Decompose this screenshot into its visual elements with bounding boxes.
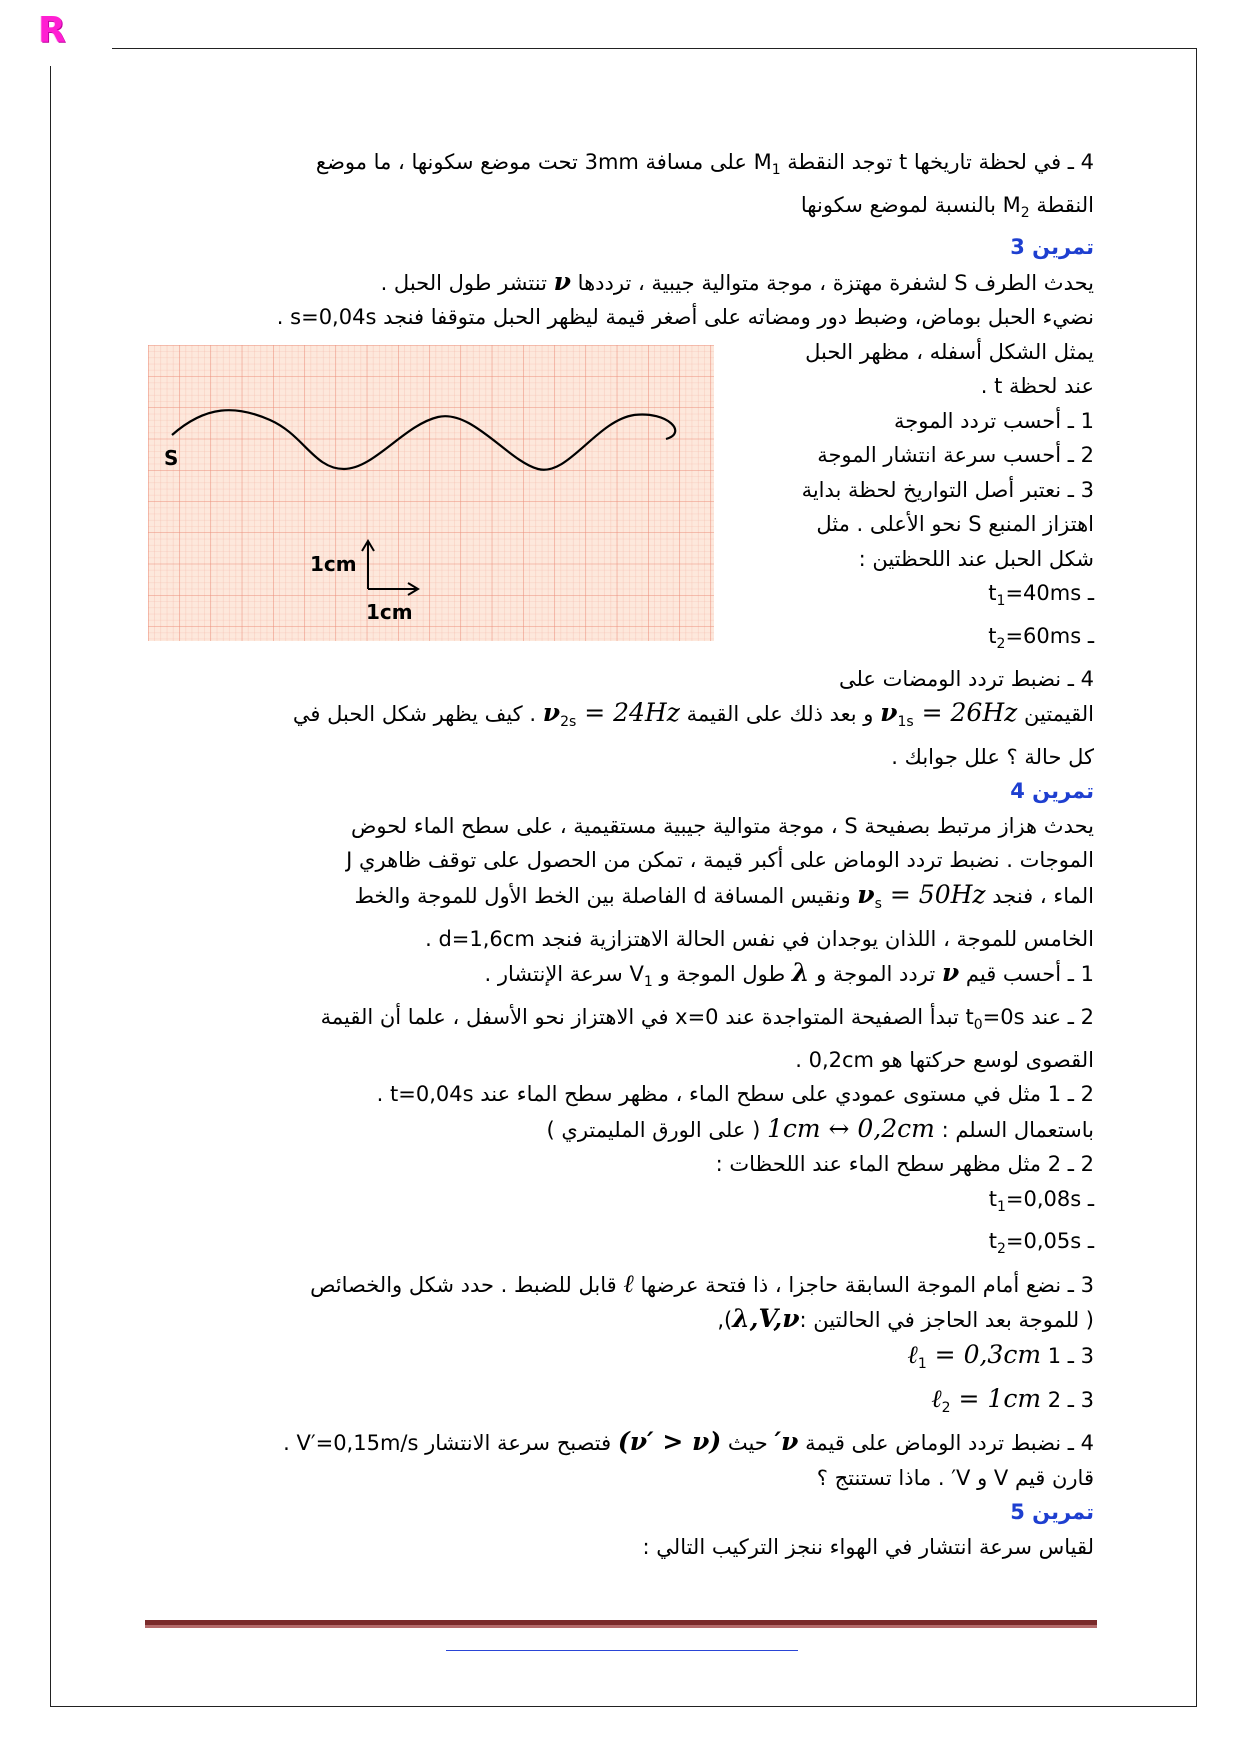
text-line: عند لحظة t .	[980, 374, 1094, 399]
text-line: كل حالة ؟ علل جوابك .	[891, 744, 1094, 769]
text-line: النقطة $M_2$ بالنسبة لموضع سكونها	[800, 192, 1094, 221]
bottom-border	[50, 1706, 1197, 1707]
source-label: S	[164, 446, 179, 470]
text-line: يمثل الشكل أسفله ، مظهر الحبل	[805, 339, 1094, 364]
time-t1: $t_1=0,08s$ ـ	[988, 1186, 1094, 1215]
exercise-3-heading: تمرين 3	[1010, 235, 1094, 260]
question-2: 2 ـ أحسب سرعة انتشار الموجة	[817, 443, 1094, 468]
graph-paper	[148, 345, 714, 641]
left-border	[50, 66, 51, 1706]
logo: R	[38, 10, 66, 51]
text-line: ( للموجة بعد الحاجز في الحالتين :λ,V,ν),	[717, 1304, 1094, 1334]
text-line: الموجات . نضبط تردد الوماض على أكبر قيمة ، تمكن من الحصول على توقف ظاهري J	[346, 848, 1094, 873]
question-3: 3 ـ نعتبر أصل التواريخ لحظة بداية	[801, 477, 1094, 502]
vertical-scale-label: 1cm	[310, 552, 357, 576]
footer-link-underline	[446, 1650, 798, 1651]
text-line: اهتزاز المنبع S نحو الأعلى . مثل	[816, 512, 1094, 537]
text-line: 4 ـ في لحظة تاريخها t توجد النقطة $M_1$ على مسافة 3mm تحت موضع سكونها ، ما موضع	[315, 150, 1094, 179]
text-line: باستعمال السلم : 1cm ↔ 0,2cm ( على الورق المليمتري )	[546, 1113, 1094, 1143]
case-3-1: 3 ـ 1 ℓ$_1$ = 0,3cm	[907, 1339, 1094, 1373]
text-line: يحدث الطرف S لشفرة مهتزة ، موجة متوالية جيبية ، ترددها ν تنتشر طول الحبل .	[380, 266, 1094, 296]
right-border	[1196, 48, 1197, 1706]
exercise-5-heading: تمرين 5	[1010, 1500, 1094, 1525]
text-line: الماء ، فنجد $\nu_s = 50Hz$ ونقيس المسافة d الفاصلة بين الخط الأول للموجة والخط	[354, 879, 1094, 913]
grid	[148, 345, 714, 641]
question-4: 4 ـ نضبط تردد الومضات على	[838, 666, 1094, 691]
text-line: 3 ـ نضع أمام الموجة السابقة حاجزا ، ذا فتحة عرضها ℓ قابل للضبط . حدد شكل والخصائص	[310, 1268, 1094, 1298]
text-line: شكل الحبل عند اللحظتين :	[858, 546, 1094, 571]
text-line: لقياس سرعة انتشار في الهواء ننجز التركيب التالي :	[642, 1534, 1094, 1559]
footer-divider	[145, 1620, 1097, 1625]
time-t1: $t_1=40ms$ ـ	[988, 581, 1094, 610]
text-line: 2 ـ 2 مثل مظهر سطح الماء عند اللحظات :	[715, 1152, 1094, 1176]
time-t2: $t_2=0,05s$ ـ	[988, 1229, 1094, 1258]
horizontal-scale-label: 1cm	[366, 600, 413, 624]
text-line: يحدث هزاز مرتبط بصفيحة S ، موجة متوالية جيبية مستقيمية ، على سطح الماء لحوض	[350, 813, 1094, 838]
text-line: القصوى لوسع حركتها هو 0,2cm .	[795, 1047, 1094, 1072]
time-t2: $t_2=60ms$ ـ	[988, 624, 1094, 653]
text-line: القيمتين $\nu_{1s} = 26Hz$ و بعد ذلك على القيمة $\nu_{2s} = 24Hz$ . كيف يظهر شكل الحبل في	[292, 698, 1094, 731]
text-line: 2 ـ 1 مثل في مستوى عمودي على سطح الماء ، مظهر سطح الماء عند t=0,04s .	[376, 1082, 1094, 1106]
top-border	[112, 48, 1196, 49]
text-line: 2 ـ عند $t_0=0s$ تبدأ الصفيحة المتواجدة عند x=0 في الاهتزاز نحو الأسفل ، علما أن القيمة	[320, 1004, 1094, 1033]
wave-figure	[148, 345, 714, 641]
exercise-4-heading: تمرين 4	[1010, 779, 1094, 804]
text-line: 1 ـ أحسب قيم ν تردد الموجة و λ طول الموجة و $V_1$ سرعة الإنتشار .	[484, 958, 1094, 991]
text-line: 4 ـ نضبط تردد الوماض على قيمة ν′ حيث (ν′ > ν) فتصبح سرعة الانتشار V′=0,15m/s .	[283, 1427, 1094, 1457]
case-3-2: 3 ـ 2 ℓ$_2$ = 1cm	[931, 1383, 1094, 1416]
question-1: 1 ـ أحسب تردد الموجة	[894, 408, 1094, 433]
text-line: نضيء الحبل بوماض، وضبط دور ومضاته على أصغر قيمة ليظهر الحبل متوقفا فنجد s=0,04s .	[276, 305, 1094, 330]
text-line: قارن قيم V و V′ . ماذا تستنتج ؟	[816, 1465, 1094, 1490]
text-line: الخامس للموجة ، اللذان يوجدان في نفس الحالة الاهتزازية فنجد d=1,6cm .	[425, 926, 1094, 951]
